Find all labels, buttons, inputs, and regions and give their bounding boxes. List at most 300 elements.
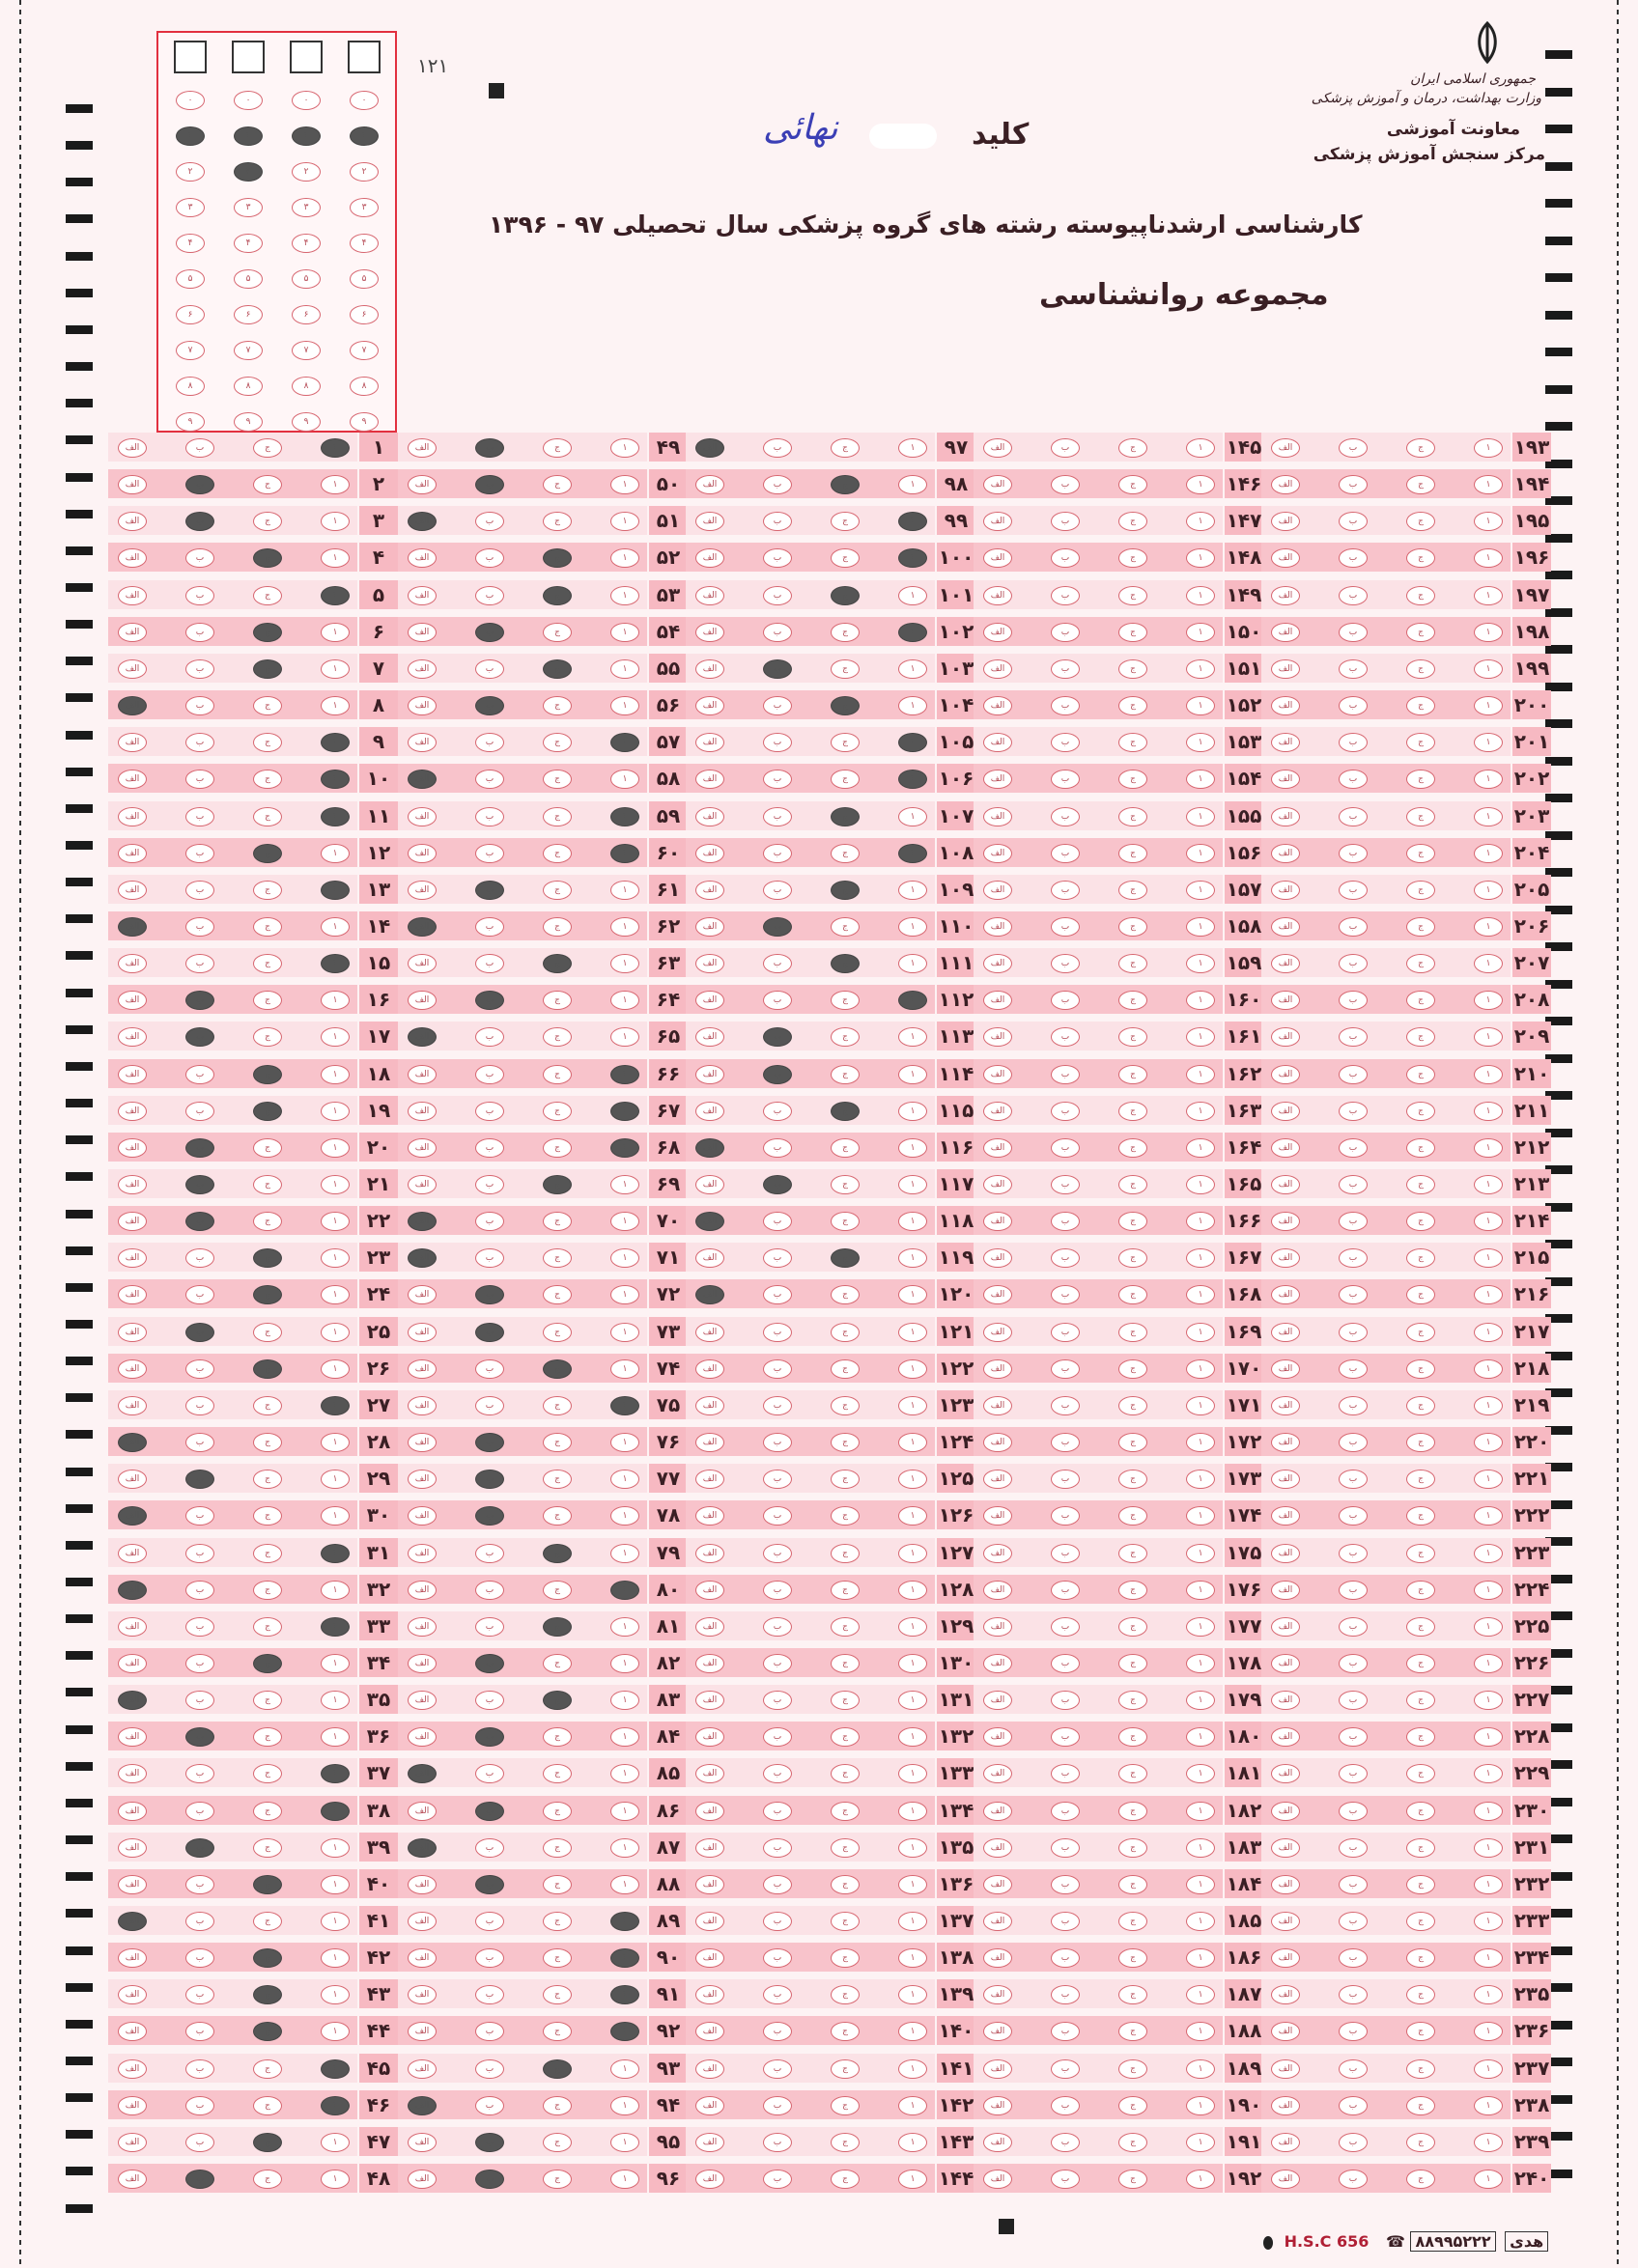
answer-bubble[interactable]: ۱: [610, 733, 639, 752]
answer-bubble[interactable]: ۱: [898, 1544, 927, 1563]
answer-bubble[interactable]: ب: [1051, 1323, 1080, 1342]
answer-bubble[interactable]: ب: [185, 2133, 214, 2152]
answer-bubble[interactable]: ج: [831, 1802, 860, 1821]
answer-bubble[interactable]: ج: [831, 1248, 860, 1268]
answer-bubble[interactable]: ۱: [898, 2059, 927, 2079]
answer-bubble[interactable]: ب: [763, 2170, 792, 2189]
answer-bubble[interactable]: ب: [475, 2059, 504, 2079]
answer-bubble[interactable]: ج: [1118, 1396, 1147, 1415]
answer-bubble[interactable]: ب: [763, 1433, 792, 1452]
answer-bubble[interactable]: ب: [763, 512, 792, 531]
answer-bubble[interactable]: ب: [763, 1802, 792, 1821]
answer-bubble[interactable]: ۱: [610, 1396, 639, 1415]
answer-bubble[interactable]: الف: [408, 770, 437, 789]
answer-bubble[interactable]: الف: [695, 696, 724, 715]
answer-bubble[interactable]: ۱: [610, 2096, 639, 2115]
answer-bubble[interactable]: ۱: [321, 1175, 350, 1194]
answer-bubble[interactable]: ۱: [898, 1617, 927, 1637]
answer-bubble[interactable]: ب: [185, 1470, 214, 1489]
answer-bubble[interactable]: ج: [1118, 1581, 1147, 1600]
answer-bubble[interactable]: ج: [1406, 1175, 1435, 1194]
code-bubble[interactable]: ۹: [350, 412, 379, 432]
answer-bubble[interactable]: ۱: [610, 1875, 639, 1894]
answer-bubble[interactable]: ب: [475, 1175, 504, 1194]
answer-bubble[interactable]: ۱: [610, 2170, 639, 2189]
answer-bubble[interactable]: ج: [831, 548, 860, 568]
answer-bubble[interactable]: ۱: [1474, 1433, 1503, 1452]
answer-bubble[interactable]: ب: [763, 1985, 792, 2004]
answer-bubble[interactable]: ۱: [610, 1617, 639, 1637]
answer-bubble[interactable]: ب: [475, 475, 504, 494]
answer-bubble[interactable]: ج: [253, 1838, 282, 1858]
answer-bubble[interactable]: ۱: [1474, 1138, 1503, 1158]
answer-bubble[interactable]: ۱: [610, 1065, 639, 1084]
answer-bubble[interactable]: ب: [475, 733, 504, 752]
answer-bubble[interactable]: الف: [983, 1433, 1012, 1452]
answer-bubble[interactable]: ۱: [1186, 696, 1215, 715]
answer-bubble[interactable]: ب: [763, 1875, 792, 1894]
answer-bubble[interactable]: ج: [1118, 844, 1147, 863]
answer-bubble[interactable]: ۱: [1474, 1470, 1503, 1489]
answer-bubble[interactable]: ۱: [321, 438, 350, 458]
answer-bubble[interactable]: ب: [763, 623, 792, 642]
answer-bubble[interactable]: ج: [1406, 1912, 1435, 1931]
answer-bubble[interactable]: ب: [1339, 807, 1368, 826]
answer-bubble[interactable]: ج: [253, 1691, 282, 1710]
answer-bubble[interactable]: ۱: [321, 1506, 350, 1526]
answer-bubble[interactable]: الف: [118, 659, 147, 679]
answer-bubble[interactable]: ج: [253, 1102, 282, 1121]
answer-bubble[interactable]: الف: [983, 1654, 1012, 1673]
answer-bubble[interactable]: ج: [543, 475, 572, 494]
answer-bubble[interactable]: ۱: [898, 844, 927, 863]
answer-bubble[interactable]: ج: [543, 733, 572, 752]
answer-bubble[interactable]: ۱: [898, 1875, 927, 1894]
answer-bubble[interactable]: ب: [1339, 954, 1368, 973]
answer-bubble[interactable]: ج: [1406, 1470, 1435, 1489]
answer-bubble[interactable]: ۱: [1186, 1323, 1215, 1342]
answer-bubble[interactable]: ۱: [1186, 1396, 1215, 1415]
answer-bubble[interactable]: ج: [543, 2022, 572, 2041]
answer-bubble[interactable]: ج: [1118, 1138, 1147, 1158]
answer-bubble[interactable]: ج: [253, 659, 282, 679]
answer-bubble[interactable]: ج: [1118, 696, 1147, 715]
answer-bubble[interactable]: ۱: [1186, 881, 1215, 900]
answer-bubble[interactable]: ب: [1339, 1323, 1368, 1342]
answer-bubble[interactable]: ب: [1051, 954, 1080, 973]
answer-bubble[interactable]: ۱: [1186, 1802, 1215, 1821]
answer-bubble[interactable]: ۱: [321, 512, 350, 531]
answer-bubble[interactable]: ۱: [1186, 844, 1215, 863]
answer-bubble[interactable]: ۱: [610, 2022, 639, 2041]
answer-bubble[interactable]: الف: [695, 1102, 724, 1121]
answer-bubble[interactable]: الف: [408, 2096, 437, 2115]
answer-bubble[interactable]: ب: [475, 2096, 504, 2115]
answer-bubble[interactable]: ۱: [321, 548, 350, 568]
answer-bubble[interactable]: ب: [185, 1138, 214, 1158]
answer-bubble[interactable]: الف: [118, 1285, 147, 1304]
answer-bubble[interactable]: ج: [543, 1875, 572, 1894]
answer-bubble[interactable]: الف: [118, 2022, 147, 2041]
answer-bubble[interactable]: ب: [1339, 2059, 1368, 2079]
answer-bubble[interactable]: ۱: [1474, 1544, 1503, 1563]
answer-bubble[interactable]: ۱: [610, 1285, 639, 1304]
answer-bubble[interactable]: ۱: [898, 623, 927, 642]
answer-bubble[interactable]: ج: [1118, 1323, 1147, 1342]
answer-bubble[interactable]: ب: [185, 1617, 214, 1637]
answer-bubble[interactable]: ج: [831, 1027, 860, 1047]
answer-bubble[interactable]: ج: [1406, 1581, 1435, 1600]
answer-bubble[interactable]: ب: [185, 1544, 214, 1563]
answer-bubble[interactable]: الف: [983, 1065, 1012, 1084]
answer-bubble[interactable]: ب: [475, 623, 504, 642]
answer-bubble[interactable]: ب: [763, 438, 792, 458]
answer-bubble[interactable]: ۱: [321, 1802, 350, 1821]
answer-bubble[interactable]: ج: [543, 623, 572, 642]
answer-bubble[interactable]: ج: [1406, 1138, 1435, 1158]
answer-bubble[interactable]: ب: [1339, 548, 1368, 568]
answer-bubble[interactable]: ج: [253, 917, 282, 937]
answer-bubble[interactable]: ج: [253, 2022, 282, 2041]
answer-bubble[interactable]: ج: [543, 1948, 572, 1968]
answer-bubble[interactable]: ب: [475, 770, 504, 789]
answer-bubble[interactable]: الف: [1271, 2022, 1300, 2041]
answer-bubble[interactable]: ج: [1406, 1985, 1435, 2004]
answer-bubble[interactable]: الف: [408, 1248, 437, 1268]
answer-bubble[interactable]: الف: [408, 1359, 437, 1379]
answer-bubble[interactable]: ۱: [321, 2133, 350, 2152]
answer-bubble[interactable]: الف: [695, 438, 724, 458]
answer-bubble[interactable]: ۱: [610, 954, 639, 973]
answer-bubble[interactable]: ج: [1118, 1764, 1147, 1783]
answer-bubble[interactable]: ج: [253, 2059, 282, 2079]
answer-bubble[interactable]: ج: [1406, 1359, 1435, 1379]
answer-bubble[interactable]: ج: [1118, 1470, 1147, 1489]
answer-bubble[interactable]: ج: [831, 1544, 860, 1563]
answer-bubble[interactable]: ب: [185, 438, 214, 458]
code-digit-box[interactable]: [290, 41, 323, 73]
answer-bubble[interactable]: الف: [118, 1544, 147, 1563]
answer-bubble[interactable]: الف: [118, 512, 147, 531]
answer-bubble[interactable]: ج: [253, 2170, 282, 2189]
answer-bubble[interactable]: الف: [1271, 1433, 1300, 1452]
answer-bubble[interactable]: الف: [408, 1838, 437, 1858]
answer-bubble[interactable]: ب: [185, 807, 214, 826]
answer-bubble[interactable]: ب: [1339, 1102, 1368, 1121]
answer-bubble[interactable]: ب: [1339, 1838, 1368, 1858]
answer-bubble[interactable]: ۱: [610, 1912, 639, 1931]
answer-bubble[interactable]: ۱: [1186, 807, 1215, 826]
answer-bubble[interactable]: الف: [408, 1617, 437, 1637]
answer-bubble[interactable]: ب: [185, 1102, 214, 1121]
answer-bubble[interactable]: الف: [118, 1691, 147, 1710]
answer-bubble[interactable]: الف: [1271, 696, 1300, 715]
answer-bubble[interactable]: ج: [543, 1212, 572, 1231]
answer-bubble[interactable]: ۱: [321, 1764, 350, 1783]
answer-bubble[interactable]: ج: [831, 2059, 860, 2079]
answer-bubble[interactable]: ب: [1051, 733, 1080, 752]
answer-bubble[interactable]: ب: [475, 1433, 504, 1452]
answer-bubble[interactable]: ب: [1051, 475, 1080, 494]
answer-bubble[interactable]: الف: [118, 1065, 147, 1084]
answer-bubble[interactable]: الف: [118, 548, 147, 568]
answer-bubble[interactable]: ج: [253, 1727, 282, 1747]
answer-bubble[interactable]: الف: [983, 1138, 1012, 1158]
answer-bubble[interactable]: الف: [408, 1912, 437, 1931]
answer-bubble[interactable]: الف: [408, 1764, 437, 1783]
answer-bubble[interactable]: ۱: [321, 1727, 350, 1747]
code-bubble[interactable]: ۲: [176, 162, 205, 182]
answer-bubble[interactable]: ب: [763, 1175, 792, 1194]
answer-bubble[interactable]: ب: [185, 1985, 214, 2004]
code-bubble[interactable]: ۰: [234, 91, 263, 110]
answer-bubble[interactable]: ۱: [321, 2170, 350, 2189]
answer-bubble[interactable]: الف: [118, 1027, 147, 1047]
answer-bubble[interactable]: ب: [763, 1285, 792, 1304]
answer-bubble[interactable]: الف: [695, 1985, 724, 2004]
answer-bubble[interactable]: ب: [1339, 1433, 1368, 1452]
answer-bubble[interactable]: ب: [185, 659, 214, 679]
answer-bubble[interactable]: ب: [1339, 770, 1368, 789]
answer-bubble[interactable]: ج: [253, 1248, 282, 1268]
code-bubble[interactable]: ۵: [176, 269, 205, 289]
answer-bubble[interactable]: ۱: [1186, 1544, 1215, 1563]
answer-bubble[interactable]: الف: [1271, 733, 1300, 752]
answer-bubble[interactable]: ۱: [1474, 1102, 1503, 1121]
answer-bubble[interactable]: الف: [695, 1802, 724, 1821]
answer-bubble[interactable]: ب: [475, 1248, 504, 1268]
answer-bubble[interactable]: ۱: [1186, 770, 1215, 789]
answer-bubble[interactable]: ۱: [1186, 991, 1215, 1010]
answer-bubble[interactable]: ج: [253, 1065, 282, 1084]
answer-bubble[interactable]: الف: [983, 1248, 1012, 1268]
answer-bubble[interactable]: ۱: [321, 475, 350, 494]
answer-bubble[interactable]: الف: [695, 1175, 724, 1194]
answer-bubble[interactable]: ب: [1339, 1691, 1368, 1710]
answer-bubble[interactable]: ج: [1406, 770, 1435, 789]
answer-bubble[interactable]: الف: [118, 1802, 147, 1821]
answer-bubble[interactable]: ب: [763, 844, 792, 863]
answer-bubble[interactable]: ۱: [610, 1138, 639, 1158]
code-bubble[interactable]: ۲: [234, 162, 263, 182]
answer-bubble[interactable]: الف: [1271, 475, 1300, 494]
answer-bubble[interactable]: الف: [408, 1138, 437, 1158]
answer-bubble[interactable]: ۱: [321, 844, 350, 863]
answer-bubble[interactable]: ج: [543, 1985, 572, 2004]
answer-bubble[interactable]: ب: [1051, 2096, 1080, 2115]
answer-bubble[interactable]: الف: [983, 1948, 1012, 1968]
answer-bubble[interactable]: ج: [1406, 1654, 1435, 1673]
answer-bubble[interactable]: ۱: [898, 807, 927, 826]
answer-bubble[interactable]: الف: [1271, 2170, 1300, 2189]
answer-bubble[interactable]: ب: [185, 991, 214, 1010]
answer-bubble[interactable]: ب: [475, 1617, 504, 1637]
answer-bubble[interactable]: ۱: [1186, 1654, 1215, 1673]
answer-bubble[interactable]: ج: [253, 438, 282, 458]
answer-bubble[interactable]: الف: [695, 844, 724, 863]
answer-bubble[interactable]: ج: [831, 1396, 860, 1415]
answer-bubble[interactable]: ب: [475, 1396, 504, 1415]
answer-bubble[interactable]: ۱: [1474, 2059, 1503, 2079]
answer-bubble[interactable]: الف: [118, 1838, 147, 1858]
answer-bubble[interactable]: ج: [831, 770, 860, 789]
answer-bubble[interactable]: ج: [1406, 1027, 1435, 1047]
answer-bubble[interactable]: ۱: [610, 1175, 639, 1194]
answer-bubble[interactable]: ج: [253, 1175, 282, 1194]
answer-bubble[interactable]: ۱: [610, 586, 639, 605]
answer-bubble[interactable]: ج: [253, 1654, 282, 1673]
answer-bubble[interactable]: ب: [1051, 1359, 1080, 1379]
answer-bubble[interactable]: ۱: [321, 2096, 350, 2115]
answer-bubble[interactable]: الف: [983, 1691, 1012, 1710]
answer-bubble[interactable]: ب: [475, 1359, 504, 1379]
answer-bubble[interactable]: ۱: [1186, 1212, 1215, 1231]
answer-bubble[interactable]: ۱: [1186, 1912, 1215, 1931]
answer-bubble[interactable]: ج: [253, 586, 282, 605]
answer-bubble[interactable]: ج: [1406, 1544, 1435, 1563]
answer-bubble[interactable]: ۱: [1186, 548, 1215, 568]
answer-bubble[interactable]: ج: [1118, 548, 1147, 568]
answer-bubble[interactable]: ج: [1406, 548, 1435, 568]
answer-bubble[interactable]: ۱: [610, 917, 639, 937]
answer-bubble[interactable]: ب: [763, 1506, 792, 1526]
answer-bubble[interactable]: الف: [408, 696, 437, 715]
answer-bubble[interactable]: الف: [983, 1212, 1012, 1231]
answer-bubble[interactable]: ب: [763, 1065, 792, 1084]
answer-bubble[interactable]: ب: [763, 1581, 792, 1600]
answer-bubble[interactable]: الف: [408, 844, 437, 863]
answer-bubble[interactable]: ۱: [610, 2059, 639, 2079]
answer-bubble[interactable]: الف: [118, 1764, 147, 1783]
answer-bubble[interactable]: ۱: [1474, 1506, 1503, 1526]
answer-bubble[interactable]: ب: [1339, 1138, 1368, 1158]
answer-bubble[interactable]: ۱: [321, 2059, 350, 2079]
answer-bubble[interactable]: ب: [475, 1065, 504, 1084]
answer-bubble[interactable]: ج: [253, 733, 282, 752]
answer-bubble[interactable]: ب: [763, 954, 792, 973]
answer-bubble[interactable]: ج: [1406, 991, 1435, 1010]
answer-bubble[interactable]: ب: [1051, 438, 1080, 458]
answer-bubble[interactable]: ج: [831, 696, 860, 715]
answer-bubble[interactable]: ب: [763, 1323, 792, 1342]
answer-bubble[interactable]: ج: [831, 2096, 860, 2115]
answer-bubble[interactable]: ب: [475, 1654, 504, 1673]
answer-bubble[interactable]: الف: [695, 1027, 724, 1047]
answer-bubble[interactable]: الف: [408, 807, 437, 826]
answer-bubble[interactable]: ب: [763, 991, 792, 1010]
answer-bubble[interactable]: ب: [1339, 917, 1368, 937]
answer-bubble[interactable]: ۱: [898, 1359, 927, 1379]
answer-bubble[interactable]: ج: [831, 512, 860, 531]
code-bubble[interactable]: ۰: [292, 91, 321, 110]
code-bubble[interactable]: ۷: [350, 341, 379, 360]
answer-bubble[interactable]: الف: [983, 1285, 1012, 1304]
answer-bubble[interactable]: ب: [1339, 1764, 1368, 1783]
answer-bubble[interactable]: ب: [1339, 512, 1368, 531]
answer-bubble[interactable]: ۱: [1474, 696, 1503, 715]
answer-bubble[interactable]: ۱: [898, 1065, 927, 1084]
answer-bubble[interactable]: ۱: [898, 917, 927, 937]
answer-bubble[interactable]: ۱: [610, 1323, 639, 1342]
answer-bubble[interactable]: الف: [118, 2133, 147, 2152]
answer-bubble[interactable]: ج: [1118, 438, 1147, 458]
answer-bubble[interactable]: ج: [543, 1248, 572, 1268]
answer-bubble[interactable]: ۱: [898, 770, 927, 789]
answer-bubble[interactable]: ۱: [1186, 1470, 1215, 1489]
answer-bubble[interactable]: الف: [408, 1285, 437, 1304]
answer-bubble[interactable]: ب: [475, 1802, 504, 1821]
answer-bubble[interactable]: ج: [831, 733, 860, 752]
answer-bubble[interactable]: ۱: [898, 2096, 927, 2115]
code-bubble[interactable]: ۹: [234, 412, 263, 432]
answer-bubble[interactable]: ۱: [321, 1248, 350, 1268]
answer-bubble[interactable]: الف: [1271, 954, 1300, 973]
answer-bubble[interactable]: ج: [543, 1102, 572, 1121]
answer-bubble[interactable]: الف: [983, 1581, 1012, 1600]
answer-bubble[interactable]: الف: [408, 1065, 437, 1084]
answer-bubble[interactable]: ۱: [898, 1802, 927, 1821]
answer-bubble[interactable]: ج: [1118, 1065, 1147, 1084]
answer-bubble[interactable]: ۱: [898, 1470, 927, 1489]
answer-bubble[interactable]: ج: [1118, 954, 1147, 973]
answer-bubble[interactable]: ۱: [898, 1506, 927, 1526]
code-bubble[interactable]: ۲: [292, 162, 321, 182]
code-bubble[interactable]: ۵: [234, 269, 263, 289]
answer-bubble[interactable]: الف: [408, 1727, 437, 1747]
answer-bubble[interactable]: ۱: [1186, 1875, 1215, 1894]
answer-bubble[interactable]: ب: [763, 1248, 792, 1268]
code-bubble[interactable]: ۶: [234, 305, 263, 324]
answer-bubble[interactable]: الف: [1271, 1985, 1300, 2004]
answer-bubble[interactable]: ج: [253, 1359, 282, 1379]
answer-bubble[interactable]: ب: [1051, 1727, 1080, 1747]
answer-bubble[interactable]: الف: [1271, 1581, 1300, 1600]
answer-bubble[interactable]: الف: [118, 1323, 147, 1342]
answer-bubble[interactable]: ۱: [1474, 1838, 1503, 1858]
answer-bubble[interactable]: ج: [1118, 2170, 1147, 2189]
answer-bubble[interactable]: ب: [475, 1506, 504, 1526]
answer-bubble[interactable]: الف: [983, 1396, 1012, 1415]
answer-bubble[interactable]: الف: [983, 2133, 1012, 2152]
answer-bubble[interactable]: ب: [475, 1470, 504, 1489]
answer-bubble[interactable]: الف: [983, 1912, 1012, 1931]
answer-bubble[interactable]: ب: [1051, 1581, 1080, 1600]
answer-bubble[interactable]: ۱: [1474, 2170, 1503, 2189]
answer-bubble[interactable]: ب: [475, 1875, 504, 1894]
answer-bubble[interactable]: ب: [1339, 1948, 1368, 1968]
answer-bubble[interactable]: ج: [1406, 512, 1435, 531]
answer-bubble[interactable]: ب: [185, 1581, 214, 1600]
answer-bubble[interactable]: ب: [1051, 1802, 1080, 1821]
answer-bubble[interactable]: ج: [1406, 1506, 1435, 1526]
answer-bubble[interactable]: ب: [763, 917, 792, 937]
answer-bubble[interactable]: ب: [1051, 1948, 1080, 1968]
answer-bubble[interactable]: ب: [1339, 1175, 1368, 1194]
answer-bubble[interactable]: الف: [408, 1875, 437, 1894]
answer-bubble[interactable]: الف: [695, 2059, 724, 2079]
code-bubble[interactable]: ۶: [350, 305, 379, 324]
answer-bubble[interactable]: ج: [1406, 917, 1435, 937]
answer-bubble[interactable]: ۱: [610, 1470, 639, 1489]
answer-bubble[interactable]: ۱: [1474, 881, 1503, 900]
answer-bubble[interactable]: ج: [1406, 1838, 1435, 1858]
code-bubble[interactable]: ۲: [350, 162, 379, 182]
answer-bubble[interactable]: ب: [1051, 1764, 1080, 1783]
answer-bubble[interactable]: ج: [831, 954, 860, 973]
answer-bubble[interactable]: الف: [1271, 1102, 1300, 1121]
answer-bubble[interactable]: ب: [763, 1727, 792, 1747]
answer-bubble[interactable]: الف: [983, 1470, 1012, 1489]
